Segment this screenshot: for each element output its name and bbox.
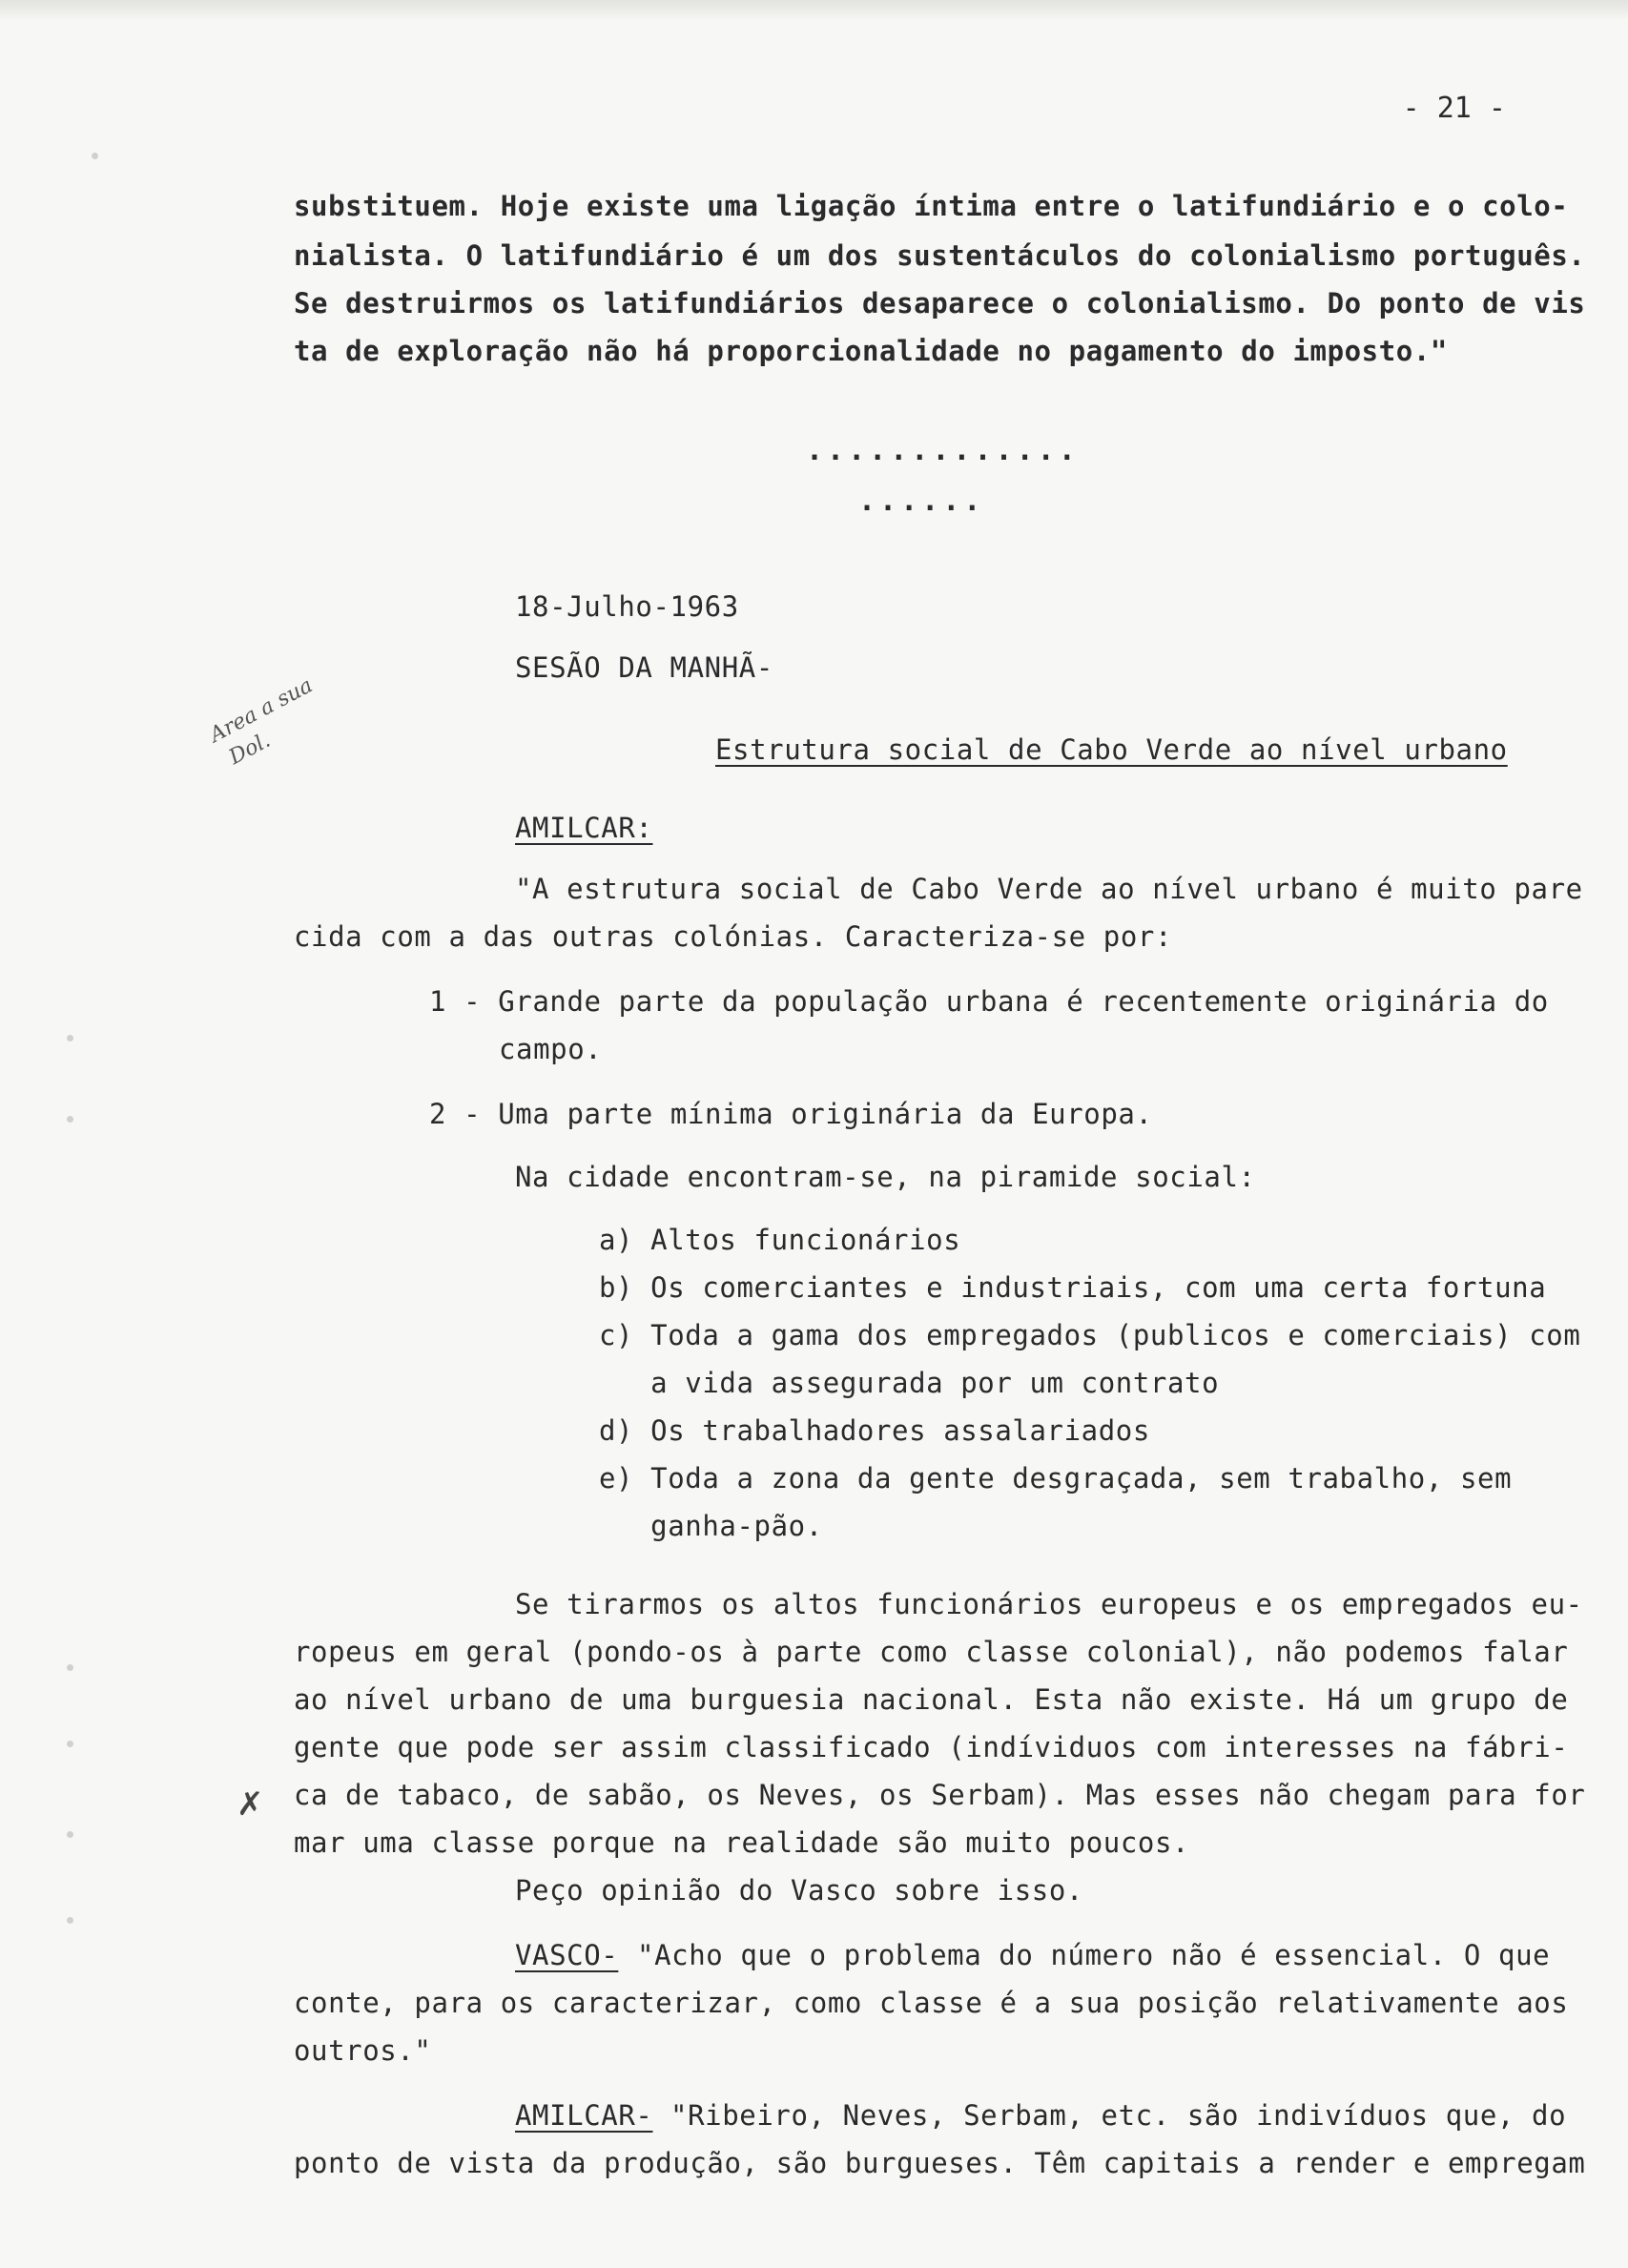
text-line: nialista. O latifundiário é um dos sustentáculos do colonialismo português. xyxy=(294,239,1586,272)
text-line: ponto de vista da produção, são burgueses. Têm capitais a render e empregam xyxy=(294,2147,1586,2179)
list-item: c) Toda a gama dos empregados (publicos e comerciais) com xyxy=(599,1319,1581,1351)
list-item: a vida assegurada por um contrato xyxy=(599,1367,1220,1399)
text-line: outros." xyxy=(294,2034,432,2067)
text-line: conte, para os caracterizar, como classe é a sua posição relativamente aos xyxy=(294,1987,1569,2019)
numbered-item: campo. xyxy=(499,1033,603,1065)
text-line: Se destruirmos os latifundiários desaparece o colonialismo. Do ponto de vis xyxy=(294,287,1586,320)
text-line: Se tirarmos os altos funcionários europeus e os empregados eu- xyxy=(515,1588,1583,1620)
punch-hole-mark xyxy=(67,1035,73,1041)
punch-hole-mark xyxy=(67,1917,73,1924)
list-item: b) Os comerciantes e industriais, com uma certa fortuna xyxy=(599,1271,1547,1304)
handwritten-margin-note: Area a sua Dol. xyxy=(205,673,318,773)
text-line: Na cidade encontram-se, na piramide social: xyxy=(515,1161,1256,1193)
punch-hole-mark xyxy=(67,1664,73,1671)
numbered-item: 1 - Grande parte da população urbana é recentemente originária do xyxy=(429,985,1549,1018)
text-line: substituem. Hoje existe uma ligação íntima entre o latifundiário e o colo- xyxy=(294,190,1569,222)
section-title: Estrutura social de Cabo Verde ao nível urbano xyxy=(715,733,1508,766)
separator-dots: ...... xyxy=(858,485,985,518)
punch-hole-mark xyxy=(92,153,98,159)
punch-hole-mark xyxy=(67,1831,73,1838)
list-item: d) Os trabalhadores assalariados xyxy=(599,1414,1150,1447)
text-line: ao nível urbano de uma burguesia nacional. Esta não existe. Há um grupo de xyxy=(294,1683,1569,1716)
text-line: ta de exploração não há proporcionalidade no pagamento do imposto." xyxy=(294,335,1448,367)
punch-hole-mark xyxy=(67,1741,73,1747)
session-heading: SESÃO DA MANHÃ- xyxy=(515,651,773,684)
date-heading: 18-Julho-1963 xyxy=(515,590,739,623)
text-line: "Acho que o problema do número não é essencial. O que xyxy=(620,1939,1551,1971)
text-line: cida com a das outras colónias. Caracteriza-se por: xyxy=(294,920,1173,953)
list-item: a) Altos funcionários xyxy=(599,1224,961,1256)
text-line: ropeus em geral (pondo-os à parte como classe colonial), não podemos falar xyxy=(294,1636,1569,1668)
text-line: Peço opinião do Vasco sobre isso. xyxy=(515,1874,1083,1907)
text-line: ca de tabaco, de sabão, os Neves, os Serbam). Mas esses não chegam para for xyxy=(294,1779,1586,1811)
speaker-label: AMILCAR: xyxy=(515,812,653,844)
scan-edge xyxy=(0,0,1628,21)
text-line: "Ribeiro, Neves, Serbam, etc. são indivíduos que, do xyxy=(653,2099,1567,2132)
text-line: "A estrutura social de Cabo Verde ao nível urbano é muito pare xyxy=(515,873,1583,905)
margin-cross-mark: ✗ xyxy=(237,1785,264,1824)
speaker-label: VASCO- xyxy=(515,1939,619,1971)
page-number: - 21 - xyxy=(1402,92,1506,125)
numbered-item: 2 - Uma parte mínima originária da Europa. xyxy=(429,1098,1153,1130)
separator-dots: ............. xyxy=(806,434,1080,467)
text-line: gente que pode ser assim classificado (indíviduos com interesses na fábri- xyxy=(294,1731,1569,1763)
text-line: mar uma classe porque na realidade são muito poucos. xyxy=(294,1826,1190,1859)
list-item: e) Toda a zona da gente desgraçada, sem trabalho, sem xyxy=(599,1462,1513,1495)
punch-hole-mark xyxy=(67,1116,73,1123)
list-item: ganha-pão. xyxy=(599,1510,823,1542)
speaker-label: AMILCAR- xyxy=(515,2099,653,2132)
